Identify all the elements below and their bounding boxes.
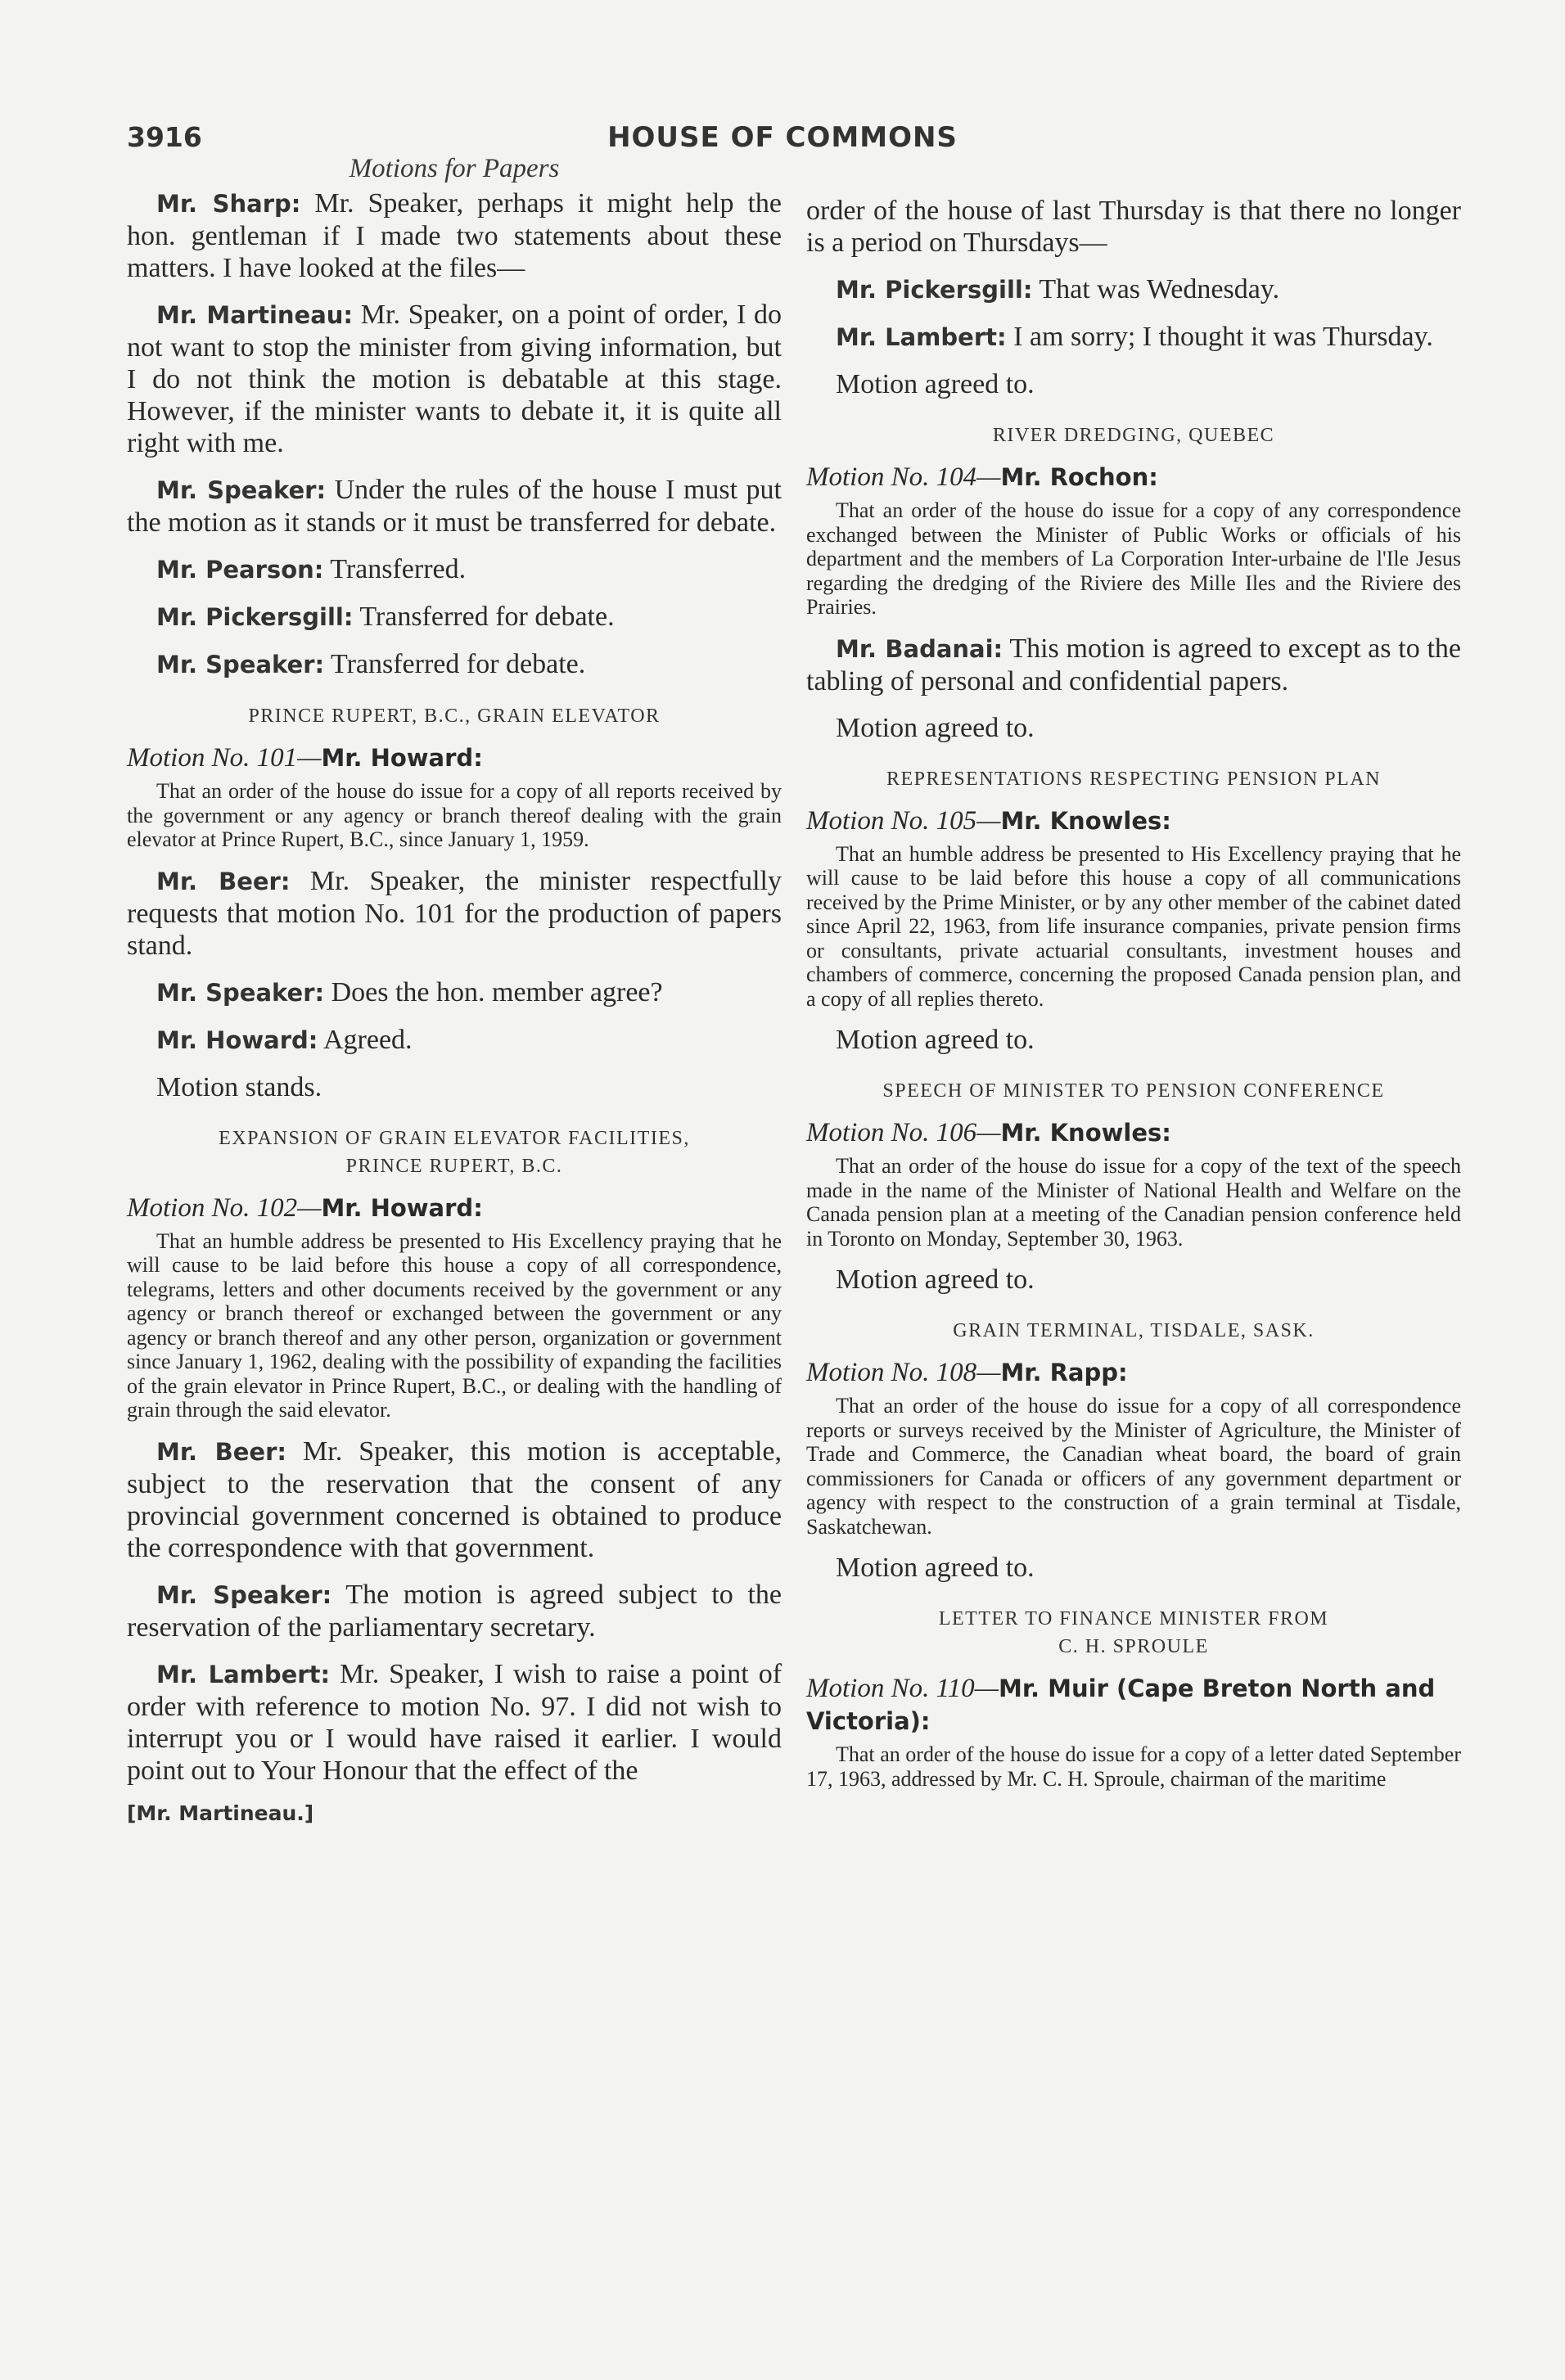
page-number: 3916 xyxy=(127,121,202,153)
motion-number: Motion No. 110— xyxy=(806,1674,999,1703)
speech-text: That was Wednesday. xyxy=(1039,274,1280,304)
speaker-name: Mr. Pickersgill: xyxy=(156,603,354,631)
motion-number: Motion No. 102— xyxy=(127,1192,322,1223)
speech-text: I am sorry; I thought it was Thursday. xyxy=(1013,322,1433,352)
section-heading: RIVER DREDGING, QUEBEC xyxy=(992,425,1275,446)
speech-text: Mr. Speaker, the minister respectfully requests that motion No. 101 for the production of papers stand. xyxy=(127,865,782,961)
heading-line: C. H. SPROULE xyxy=(1058,1636,1209,1657)
speech-text: Mr. Speaker, I wish to raise a point of order with reference to motion No. 97. I did not wish to interrupt you or I would have raised it earlier. I would point out to Your Honour that the effect of the xyxy=(127,1658,782,1786)
speech-text: Transferred for debate. xyxy=(331,649,586,679)
section-heading: SPEECH OF MINISTER TO PENSION CONFERENCE xyxy=(882,1080,1385,1102)
motion-header xyxy=(127,1192,782,1224)
speaker-name: Mr. Sharp: xyxy=(156,190,301,218)
motion-text: That an humble address be presented to His Excellency praying that he will cause to be laid before this house a copy of all communications received by the Prime Minister, or by any other member of the cabinet dated since April 22, 1963, from life insurance companies, private pension firms or consultants, private actuarial consultants, investment houses and chambers of commerce, concerning the proposed Canada pension plan, and a copy of all replies thereto. xyxy=(806,841,1461,1011)
motion-result: Motion agreed to. xyxy=(836,1025,1035,1055)
heading-line: LETTER TO FINANCE MINISTER FROM xyxy=(938,1608,1329,1629)
motion-result: Motion agreed to. xyxy=(836,712,1035,743)
section-heading xyxy=(806,1605,1461,1661)
motion-text: That an order of the house do issue for a copy of all reports received by the government or any agency or branch thereof dealing with the grain elevator at Prince Rupert, B.C., since January 1, 1959. xyxy=(127,779,782,851)
heading-line: PRINCE RUPERT, B.C. xyxy=(345,1155,563,1177)
motion-number: Motion No. 101— xyxy=(127,743,322,773)
speech xyxy=(806,273,1461,306)
motion-header xyxy=(806,1672,1461,1738)
speech-continued: order of the house of last Thursday is that there no longer is a period on Thursdays— xyxy=(806,196,1461,258)
motion-mover: Mr. Howard: xyxy=(321,744,483,772)
section-heading xyxy=(127,1125,782,1180)
motion-result: Motion agreed to. xyxy=(836,1264,1035,1295)
speaker-name: Mr. Martineau: xyxy=(156,301,354,329)
motion-number: Motion No. 105— xyxy=(806,805,1001,836)
motion-number: Motion No. 104— xyxy=(806,462,1001,492)
motion-mover: Mr. Rochon: xyxy=(1000,463,1158,491)
motion-mover: Mr. Knowles: xyxy=(1000,806,1171,835)
speech-text: Agreed. xyxy=(322,1024,413,1055)
speaker-name: Mr. Pickersgill: xyxy=(836,276,1033,304)
column-spacer xyxy=(806,154,1461,195)
speech-text: Transferred for debate. xyxy=(359,602,615,632)
speaker-name: Mr. Pearson: xyxy=(156,556,324,584)
motion-mover: Mr. Howard: xyxy=(321,1193,483,1222)
motion-mover: Mr. Rapp: xyxy=(1000,1359,1128,1386)
right-column xyxy=(806,154,1461,1804)
speaker-name: Mr. Speaker: xyxy=(156,651,325,678)
motion-header xyxy=(806,805,1461,837)
motion-result: Motion stands. xyxy=(156,1071,322,1102)
motion-header xyxy=(806,1356,1461,1389)
speech xyxy=(127,976,782,1009)
speaker-name: Mr. Speaker: xyxy=(156,1580,332,1609)
section-title: Motions for Papers xyxy=(349,154,560,183)
speech xyxy=(127,299,782,459)
speech-text: Does the hon. member agree? xyxy=(331,976,663,1007)
speech xyxy=(127,648,782,681)
speaker-name: Mr. Speaker: xyxy=(156,978,325,1007)
motion-result: Motion agreed to. xyxy=(836,369,1035,399)
heading-line: EXPANSION OF GRAIN ELEVATOR FACILITIES, xyxy=(219,1127,690,1149)
speech-text: Mr. Speaker, on a point of order, I do not want to stop the minister from giving information, but I do not think the motion is debatable at this stage. However, if the minister wants to debate it, it is quite all right with me. xyxy=(127,300,782,458)
section-heading: REPRESENTATIONS RESPECTING PENSION PLAN xyxy=(886,768,1381,790)
motion-header xyxy=(127,741,782,774)
speaker-name: Mr. Howard: xyxy=(156,1025,318,1054)
motion-mover: Mr. Knowles: xyxy=(1000,1119,1171,1147)
motion-header xyxy=(806,461,1461,494)
motion-result: Motion agreed to. xyxy=(836,1553,1035,1583)
speech xyxy=(127,474,782,539)
speech-text: Under the rules of the house I must put the motion as it stands or it must be transferred for debate. xyxy=(127,475,782,538)
motion-text: That an order of the house do issue for a copy of all correspondence reports or surveys received by the Minister of Agriculture, the Minister of Trade and Commerce, the Canadian wheat board, the board of grain commissioners for Canada or officers of any government department or agency with respect to the construction of a grain terminal at Tisdale, Saskatchewan. xyxy=(806,1394,1461,1539)
speech xyxy=(127,553,782,586)
motion-text: That an order of the house do issue for a copy of a letter dated September 17, 1963, addressed by Mr. C. H. Sproule, chairman of the maritime xyxy=(806,1742,1461,1791)
speech xyxy=(806,633,1461,697)
page-footer: [Mr. Martineau.] xyxy=(127,1801,314,1825)
speech-text: Mr. Speaker, perhaps it might help the hon. gentleman if I made two statements about these matters. I have looked at the files— xyxy=(127,188,782,283)
motion-text: That an humble address be presented to His Excellency praying that he will cause to be laid before this house a copy of all correspondence, telegrams, letters and other documents received by the government or any agency or branch thereof or exchanged between the government or any agency or branch thereof and any other person, organization or government since January 1, 1962, dealing with the possibility of expanding the facilities of the grain elevator in Prince Rupert, B.C., or dealing with the handling of grain through the said elevator. xyxy=(127,1228,782,1422)
motion-mover: Mr. Muir (Cape Breton North and Victoria): xyxy=(806,1675,1436,1735)
speech xyxy=(127,1436,782,1564)
motion-number: Motion No. 106— xyxy=(806,1118,1001,1147)
speaker-name: Mr. Speaker: xyxy=(156,476,327,504)
speech xyxy=(127,1658,782,1787)
speech xyxy=(127,1579,782,1643)
speech xyxy=(806,321,1461,354)
speaker-name: Mr. Lambert: xyxy=(836,323,1007,351)
speaker-name: Mr. Beer: xyxy=(156,1437,286,1466)
speaker-name: Mr. Badanai: xyxy=(836,634,1003,663)
motion-text: That an order of the house do issue for a copy of the text of the speech made in the name of the Minister of National Health and Welfare on the Canada pension plan at a meeting of the Canadian pension conference held in Toronto on Monday, September 30, 1963. xyxy=(806,1154,1461,1251)
speech-text: The motion is agreed subject to the reservation of the parliamentary secretary. xyxy=(127,1579,782,1643)
section-heading: PRINCE RUPERT, B.C., GRAIN ELEVATOR xyxy=(248,705,661,727)
motion-text: That an order of the house do issue for a copy of any correspondence exchanged between the Minister of Public Works or officials of his department and the members of La Corporation Inter-urbaine de l'Ile Jesus regarding the dredging of the Riviere des Mille Iles and the Riviere des Prairies. xyxy=(806,498,1461,619)
speech xyxy=(127,865,782,962)
speech-text: Transferred. xyxy=(330,554,467,584)
motion-number: Motion No. 108— xyxy=(806,1358,1001,1387)
speech-text: Mr. Speaker, this motion is acceptable, subject to the reservation that the consent of any provincial government concerned is obtained to produce the correspondence with that government. xyxy=(127,1436,782,1563)
motion-header xyxy=(806,1116,1461,1149)
speech xyxy=(127,1024,782,1057)
speech xyxy=(127,601,782,633)
speech xyxy=(127,187,782,284)
speech-text: This motion is agreed to except as to the tabling of personal and confidential papers. xyxy=(806,633,1461,696)
left-column xyxy=(127,154,782,1825)
speaker-name: Mr. Beer: xyxy=(156,867,291,895)
section-heading: GRAIN TERMINAL, TISDALE, SASK. xyxy=(953,1320,1315,1341)
speaker-name: Mr. Lambert: xyxy=(156,1660,331,1688)
page-header: HOUSE OF COMMONS xyxy=(607,121,958,154)
